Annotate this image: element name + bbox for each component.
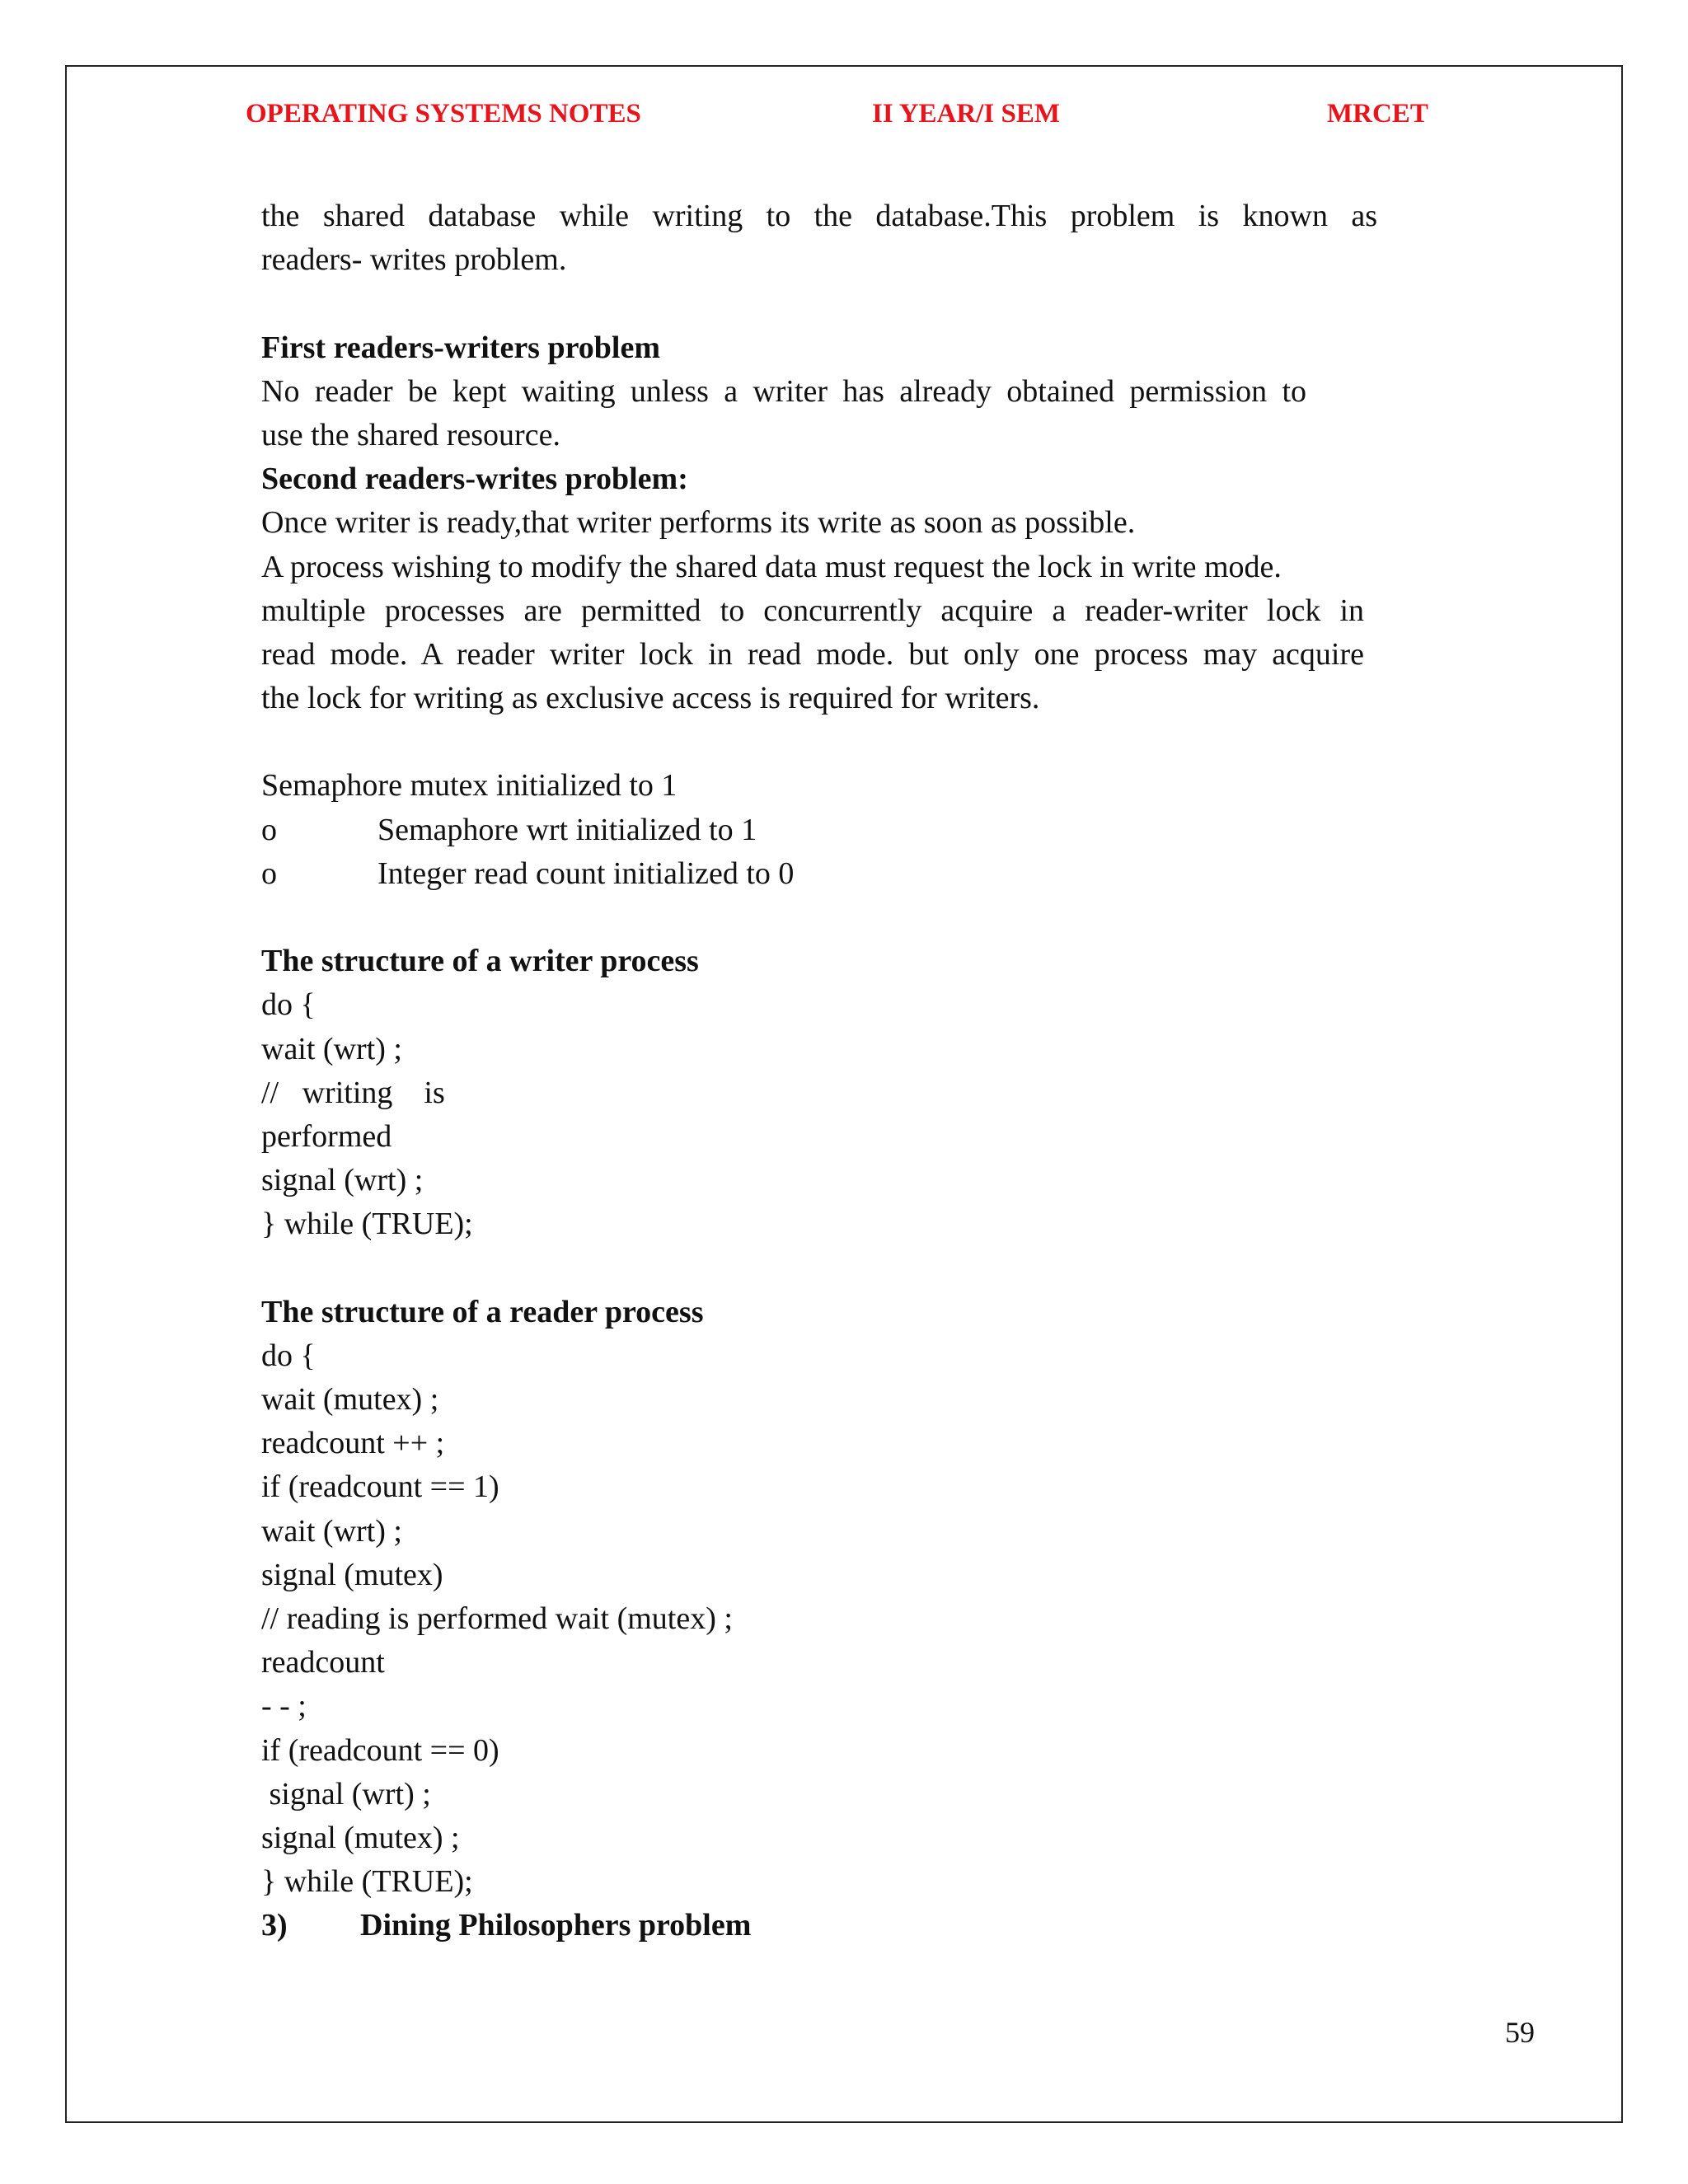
bullet-text: Integer read count initialized to 0 xyxy=(377,855,795,891)
reader-code-line: readcount ++ ; xyxy=(261,1426,445,1461)
reader-heading: The structure of a reader process xyxy=(261,1294,704,1329)
writer-code-line: wait (wrt) ; xyxy=(261,1031,402,1066)
section-number: 3) xyxy=(261,1908,288,1943)
intro-line-2: readers- writes problem. xyxy=(261,242,567,278)
section-heading-dining-philosophers xyxy=(261,1904,1377,1947)
header-year-semester: II YEAR/I SEM xyxy=(872,99,1060,129)
writer-heading: The structure of a writer process xyxy=(261,944,699,979)
second-problem-heading: Second readers-writes problem: xyxy=(261,462,688,497)
semaphore-mutex-line: Semaphore mutex initialized to 1 xyxy=(261,768,678,804)
reader-code-line: if (readcount == 1) xyxy=(261,1469,499,1505)
semaphore-bullet-item xyxy=(261,852,1377,896)
second-problem-line-1: Once writer is ready,that writer performs its write as soon as possible. xyxy=(261,505,1136,541)
reader-code-line: signal (mutex) xyxy=(261,1557,443,1592)
first-problem-line-1: No reader be kept waiting unless a writer has already obtained permission to xyxy=(261,373,1306,409)
first-problem-line-2: use the shared resource. xyxy=(261,417,560,452)
bullet-text: Semaphore wrt initialized to 1 xyxy=(377,812,757,847)
reader-code-line: // reading is performed wait (mutex) ; xyxy=(261,1601,733,1636)
page-header xyxy=(0,99,1688,132)
bullet-marker: o xyxy=(261,855,277,891)
reader-code-line: wait (mutex) ; xyxy=(261,1382,439,1418)
spacer xyxy=(261,282,1377,326)
reader-code-line: wait (wrt) ; xyxy=(261,1513,402,1549)
writer-code-line: } while (TRUE); xyxy=(261,1207,473,1242)
second-problem-line-4: read mode. A reader writer lock in read mode. but only one process may acquire xyxy=(261,636,1364,672)
intro-line-1: the shared database while writing to the database.This problem is known as xyxy=(261,199,1377,233)
second-problem-line-5: the lock for writing as exclusive access is required for writers. xyxy=(261,681,1040,716)
reader-code-line: readcount xyxy=(261,1645,385,1680)
reader-code-line: signal (wrt) ; xyxy=(261,1776,431,1811)
second-problem-line-3: multiple processes are permitted to concurrently acquire a reader-writer lock in xyxy=(261,593,1364,628)
semaphore-bullet-item xyxy=(261,808,1377,852)
header-course-title: OPERATING SYSTEMS NOTES xyxy=(246,99,641,129)
spacer xyxy=(261,1247,1377,1291)
page-content xyxy=(261,194,1377,1948)
header-institution: MRCET xyxy=(1327,99,1428,129)
page-number: 59 xyxy=(1505,2016,1535,2049)
reader-code-line: if (readcount == 0) xyxy=(261,1732,499,1768)
section-title: Dining Philosophers problem xyxy=(360,1908,752,1943)
reader-code-line: do { xyxy=(261,1338,316,1373)
writer-code-line: signal (wrt) ; xyxy=(261,1163,424,1198)
reader-code-line: } while (TRUE); xyxy=(261,1864,473,1900)
bullet-marker: o xyxy=(261,812,277,847)
reader-code-line: signal (mutex) ; xyxy=(261,1820,460,1855)
spacer xyxy=(261,720,1377,764)
second-problem-line-2: A process wishing to modify the shared data must request the lock in write mode. xyxy=(261,549,1282,584)
spacer xyxy=(261,896,1377,940)
first-problem-heading: First readers-writers problem xyxy=(261,330,660,365)
writer-code-line: performed xyxy=(261,1118,392,1154)
reader-code-line: - - ; xyxy=(261,1689,307,1724)
writer-code-line: // writing is xyxy=(261,1075,445,1110)
writer-code-line: do { xyxy=(261,987,316,1023)
